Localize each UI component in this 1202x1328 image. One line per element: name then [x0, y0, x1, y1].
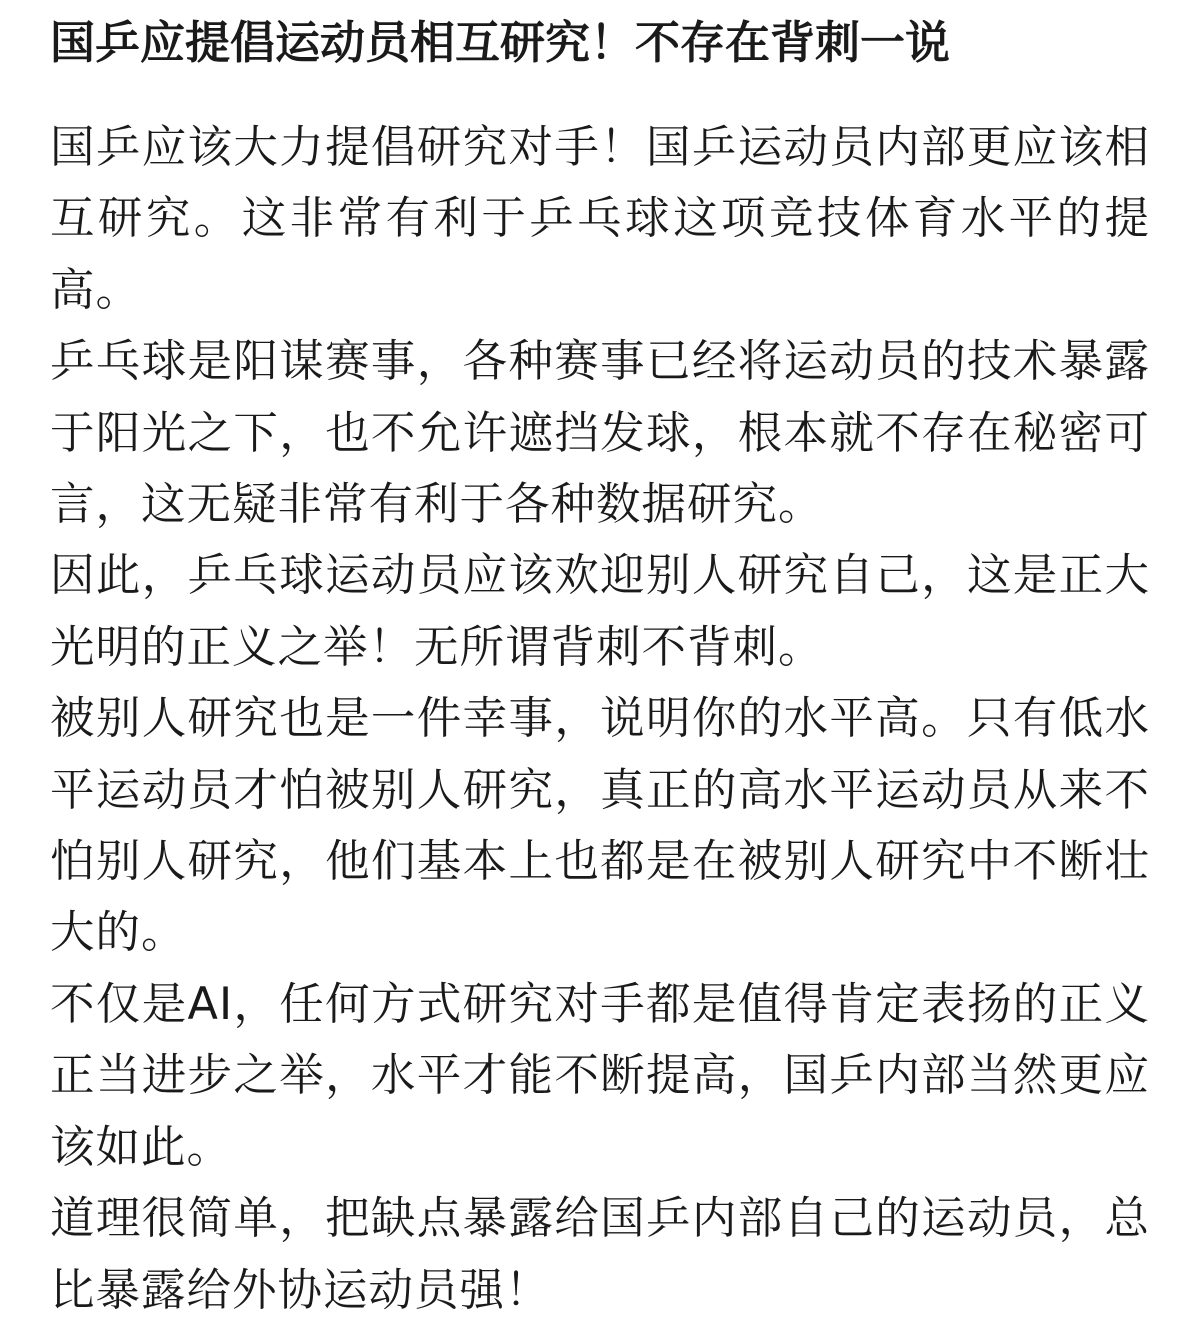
paragraph: 被别人研究也是一件幸事，说明你的水平高。只有低水平运动员才怕被别人研究，真正的高水平运动员从来不怕别人研究，他们基本上也都是在被别人研究中不断壮大的。 [50, 693, 1150, 959]
paragraph: 因此，乒乓球运动员应该欢迎别人研究自己，这是正大光明的正义之举！无所谓背刺不背刺。 [50, 550, 1150, 673]
article [50, 0, 1160, 1326]
paragraph: 不仅是AI，任何方式研究对手都是值得肯定表扬的正义正当进步之举，水平才能不断提高，国乒内部当然更应该如此。 [50, 978, 1150, 1173]
paragraph: 国乒应该大力提倡研究对手！国乒运动员内部更应该相互研究。这非常有利于乒乓球这项竞技体育水平的提高。 [50, 122, 1150, 316]
paragraph: 乒乓球是阳谋赛事，各种赛事已经将运动员的技术暴露于阳光之下，也不允许遮挡发球，根本就不存在秘密可言，这无疑非常有利于各种数据研究。 [50, 336, 1150, 531]
article-body [50, 112, 1150, 1326]
paragraph: 道理很简单，把缺点暴露给国乒内部自己的运动员，总比暴露给外协运动员强！ [50, 1193, 1150, 1316]
article-title: 国乒应提倡运动员相互研究！不存在背刺一说 [50, 16, 951, 69]
